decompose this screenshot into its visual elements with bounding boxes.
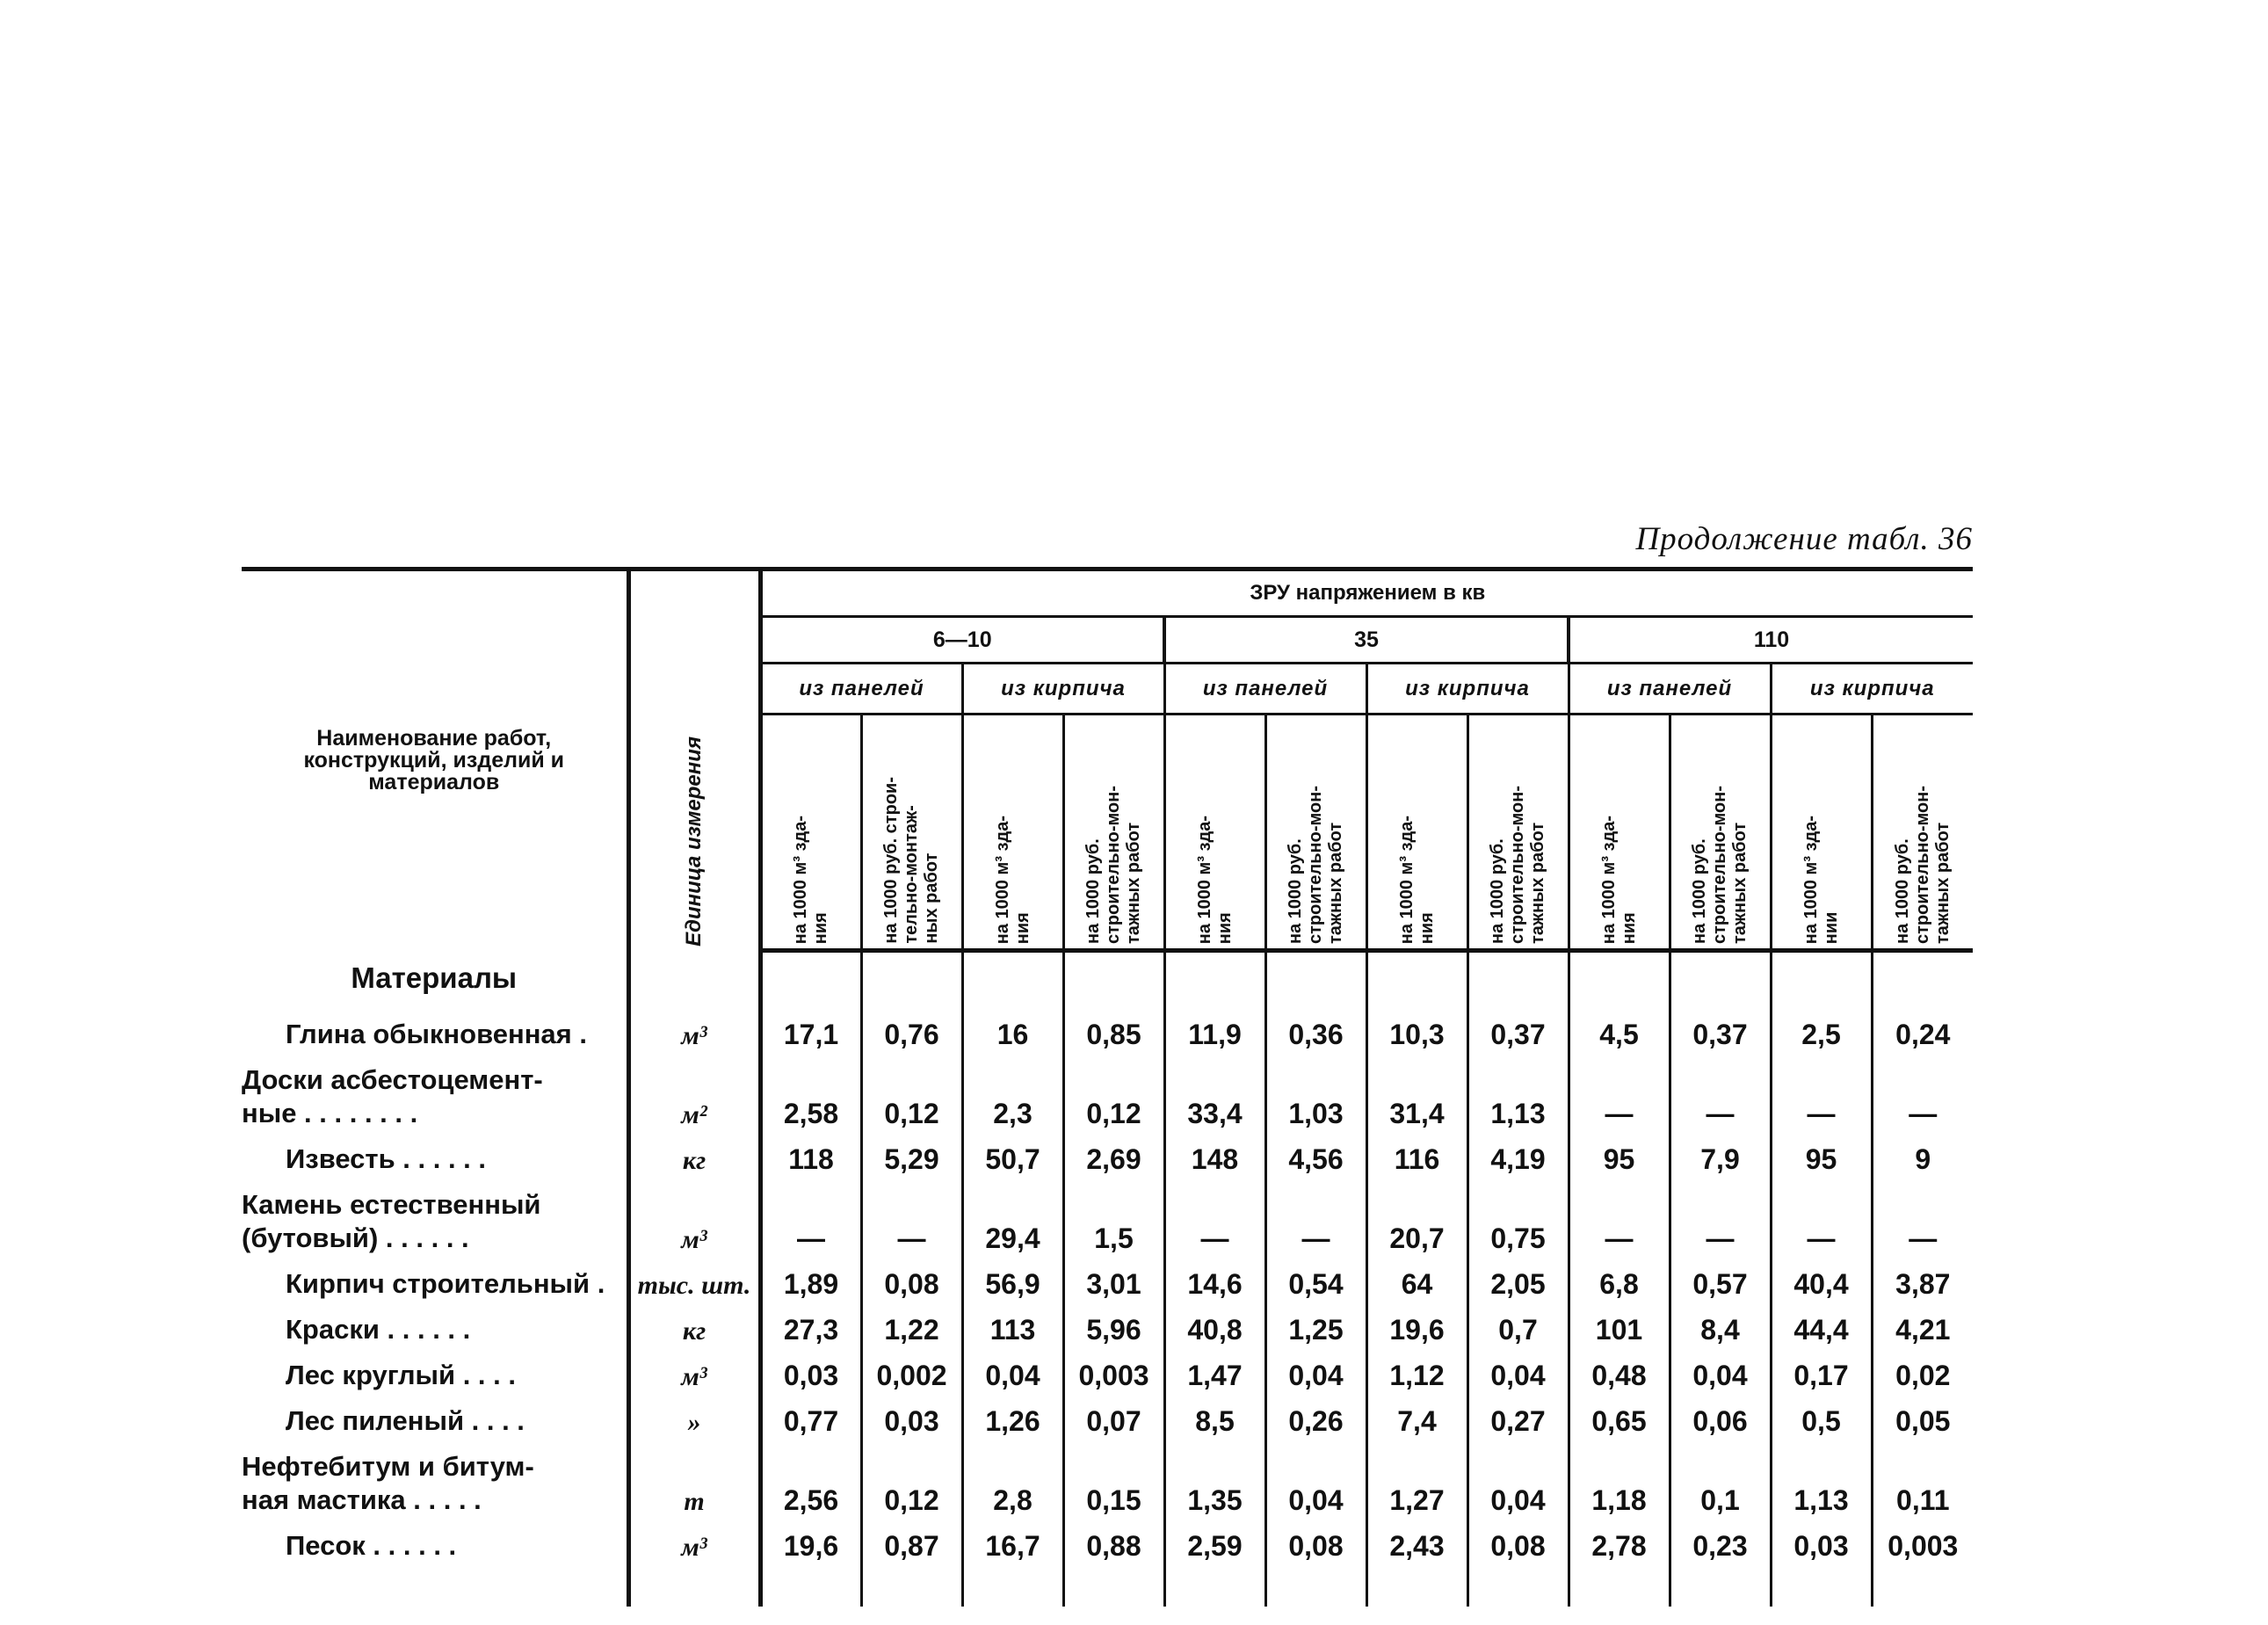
row-value: 10,3 — [1366, 1005, 1467, 1051]
row-value: 95 — [1569, 1130, 1670, 1176]
subcolumn-label: на 1000 м³ зда- ния — [992, 815, 1033, 944]
row-value: 33,4 — [1164, 1051, 1265, 1130]
row-value: 0,002 — [861, 1346, 962, 1392]
header-unit-column — [628, 569, 760, 951]
row-name: Песок . . . . . . — [242, 1517, 628, 1563]
row-value: 2,59 — [1164, 1517, 1265, 1563]
header-material: из кирпича — [1366, 664, 1569, 715]
table-row — [242, 1346, 1973, 1392]
row-value: 1,5 — [1063, 1176, 1164, 1255]
row-value: 2,8 — [962, 1438, 1063, 1517]
row-value: 0,08 — [861, 1255, 962, 1301]
row-value: 95 — [1771, 1130, 1872, 1176]
row-value: 0,03 — [1771, 1517, 1872, 1563]
row-value: — — [861, 1176, 962, 1255]
row-value: 0,04 — [1670, 1346, 1771, 1392]
row-value: 2,56 — [760, 1438, 861, 1517]
row-value: — — [1569, 1176, 1670, 1255]
table-row — [242, 1005, 1973, 1051]
row-value: 1,18 — [1569, 1438, 1670, 1517]
header-subcolumn — [1872, 715, 1973, 951]
row-value: 113 — [962, 1301, 1063, 1346]
row-value: 0,65 — [1569, 1392, 1670, 1438]
row-value: — — [1670, 1176, 1771, 1255]
header-material: из панелей — [1164, 664, 1366, 715]
row-value: 4,5 — [1569, 1005, 1670, 1051]
header-subcolumn — [1670, 715, 1771, 951]
subcolumn-label: на 1000 м³ зда- ния — [1396, 815, 1437, 944]
row-value: 6,8 — [1569, 1255, 1670, 1301]
row-value: 3,87 — [1895, 1268, 1951, 1300]
row-value: 101 — [1569, 1301, 1670, 1346]
header-zru: ЗРУ напряжением в кв — [760, 569, 1973, 617]
row-value: 1,89 — [760, 1255, 861, 1301]
row-value: 20,7 — [1366, 1176, 1467, 1255]
row-value: — — [760, 1176, 861, 1255]
header-subcolumn — [861, 715, 962, 951]
row-value: 40,8 — [1164, 1301, 1265, 1346]
row-value: 0,11 — [1896, 1484, 1950, 1516]
row-value: 0,03 — [760, 1346, 861, 1392]
row-value: 1,25 — [1265, 1301, 1366, 1346]
row-value: 0,36 — [1265, 1005, 1366, 1051]
row-value: 3,01 — [1063, 1255, 1164, 1301]
row-value: 7,9 — [1670, 1130, 1771, 1176]
table-tail-row — [242, 1563, 1973, 1607]
row-value: 1,26 — [962, 1392, 1063, 1438]
row-unit: кг — [628, 1130, 760, 1176]
row-value: 0,08 — [1265, 1517, 1366, 1563]
row-value: 0,17 — [1771, 1346, 1872, 1392]
row-unit: т — [628, 1438, 760, 1517]
row-value: 2,3 — [962, 1051, 1063, 1130]
row-value: 1,13 — [1771, 1438, 1872, 1517]
row-value: — — [1909, 1222, 1938, 1254]
row-name: Лес круглый . . . . — [242, 1346, 628, 1392]
subcolumn-label: на 1000 м³ зда- нии — [1801, 815, 1841, 944]
row-value: — — [1164, 1176, 1265, 1255]
row-value: 0,54 — [1265, 1255, 1366, 1301]
row-unit: м³ — [628, 1005, 760, 1051]
row-value: 148 — [1164, 1130, 1265, 1176]
subcolumn-label: на 1000 руб. строительно-мон- тажных работ — [1083, 785, 1143, 944]
row-value: 56,9 — [962, 1255, 1063, 1301]
row-name: Глина обыкновенная . — [242, 1005, 628, 1051]
row-unit: м³ — [628, 1346, 760, 1392]
row-value: 31,4 — [1366, 1051, 1467, 1130]
row-value: 4,56 — [1265, 1130, 1366, 1176]
row-unit: м³ — [628, 1517, 760, 1563]
row-value: 0,04 — [1265, 1346, 1366, 1392]
row-value: 50,7 — [962, 1130, 1063, 1176]
row-unit: м³ — [628, 1176, 760, 1255]
row-value: 9 — [1915, 1143, 1931, 1175]
row-value: — — [1670, 1051, 1771, 1130]
header-subcolumn — [1771, 715, 1872, 951]
row-value: 2,69 — [1063, 1130, 1164, 1176]
row-value: 0,1 — [1670, 1438, 1771, 1517]
row-value: 16 — [962, 1005, 1063, 1051]
header-subcolumn — [1164, 715, 1265, 951]
row-value: 29,4 — [962, 1176, 1063, 1255]
row-value: 0,15 — [1063, 1438, 1164, 1517]
row-value: 0,48 — [1569, 1346, 1670, 1392]
header-subcolumn — [1366, 715, 1467, 951]
header-name-column — [242, 569, 628, 951]
subcolumn-label: на 1000 м³ зда- ния — [1194, 815, 1235, 944]
row-value: 0,37 — [1467, 1005, 1569, 1051]
row-value: 0,03 — [861, 1392, 962, 1438]
subcolumn-label: на 1000 руб. строительно-мон- тажных работ — [1690, 785, 1750, 944]
row-value: 0,08 — [1467, 1517, 1569, 1563]
row-value: 0,77 — [760, 1392, 861, 1438]
row-value: 5,96 — [1063, 1301, 1164, 1346]
row-value: 0,003 — [1888, 1530, 1959, 1562]
materials-table — [242, 567, 1973, 1607]
header-voltage-6-10: 6—10 — [760, 617, 1164, 664]
row-value: 0,05 — [1895, 1405, 1951, 1437]
row-value: 0,12 — [861, 1051, 962, 1130]
row-value: 1,13 — [1467, 1051, 1569, 1130]
row-value: 4,21 — [1895, 1314, 1951, 1346]
row-value: 0,76 — [861, 1005, 962, 1051]
table-row — [242, 1176, 1973, 1255]
row-value: 0,5 — [1771, 1392, 1872, 1438]
header-subcolumn — [1467, 715, 1569, 951]
row-value: 0,87 — [861, 1517, 962, 1563]
row-value: 0,37 — [1670, 1005, 1771, 1051]
table-row — [242, 1301, 1973, 1346]
row-value: 1,22 — [861, 1301, 962, 1346]
row-value: 2,05 — [1467, 1255, 1569, 1301]
row-value: — — [1771, 1176, 1872, 1255]
table-row — [242, 1051, 1973, 1130]
subcolumn-label: на 1000 руб. строительно-мон- тажных работ — [1488, 785, 1547, 944]
row-value: 19,6 — [1366, 1301, 1467, 1346]
header-voltage-110: 110 — [1569, 617, 1973, 664]
row-value: 2,43 — [1366, 1517, 1467, 1563]
row-value: 0,04 — [1467, 1438, 1569, 1517]
row-value: 2,58 — [760, 1051, 861, 1130]
subcolumn-label: на 1000 руб. строи- тельно-монтаж- ных работ — [881, 777, 941, 944]
row-name: Камень естественный (бутовый) . . . . . . — [242, 1176, 628, 1255]
header-subcolumn — [962, 715, 1063, 951]
row-value: 19,6 — [760, 1517, 861, 1563]
row-value: 5,29 — [861, 1130, 962, 1176]
header-subcolumn — [1569, 715, 1670, 951]
row-value: 27,3 — [760, 1301, 861, 1346]
row-value: — — [1569, 1051, 1670, 1130]
row-value: 17,1 — [760, 1005, 861, 1051]
row-value: 0,7 — [1467, 1301, 1569, 1346]
header-material: из панелей — [760, 664, 962, 715]
row-value: 64 — [1366, 1255, 1467, 1301]
row-value: 8,4 — [1670, 1301, 1771, 1346]
row-name: Нефтебитум и битум- ная мастика . . . . . — [242, 1438, 628, 1517]
row-value: 0,57 — [1670, 1255, 1771, 1301]
row-name: Доски асбестоцемент- ные . . . . . . . . — [242, 1051, 628, 1130]
row-name: Краски . . . . . . — [242, 1301, 628, 1346]
row-value: 118 — [760, 1130, 861, 1176]
table-row — [242, 1255, 1973, 1301]
row-value: 14,6 — [1164, 1255, 1265, 1301]
row-value: 2,5 — [1771, 1005, 1872, 1051]
row-value: 0,26 — [1265, 1392, 1366, 1438]
table-row — [242, 1438, 1973, 1517]
row-value: 0,06 — [1670, 1392, 1771, 1438]
header-material: из кирпича — [962, 664, 1164, 715]
row-value: 116 — [1366, 1130, 1467, 1176]
table-row — [242, 1130, 1973, 1176]
row-unit: кг — [628, 1301, 760, 1346]
row-value: 2,78 — [1569, 1517, 1670, 1563]
row-name: Известь . . . . . . — [242, 1130, 628, 1176]
row-value: — — [1909, 1098, 1938, 1129]
row-unit: тыс. шт. — [628, 1255, 760, 1301]
row-value: 0,75 — [1467, 1176, 1569, 1255]
header-name-label: Наименование работ, конструкций, изделий и материалов — [303, 726, 565, 795]
row-value: 40,4 — [1771, 1255, 1872, 1301]
row-value: 0,85 — [1063, 1005, 1164, 1051]
table-row — [242, 1392, 1973, 1438]
row-value: 44,4 — [1771, 1301, 1872, 1346]
row-unit: м² — [628, 1051, 760, 1130]
row-value: — — [1265, 1176, 1366, 1255]
row-name: Кирпич строительный . — [242, 1255, 628, 1301]
row-value: 0,07 — [1063, 1392, 1164, 1438]
row-name: Лес пиленый . . . . — [242, 1392, 628, 1438]
section-title: Материалы — [242, 951, 628, 1006]
row-value: 16,7 — [962, 1517, 1063, 1563]
row-value: — — [1771, 1051, 1872, 1130]
row-value: 0,24 — [1895, 1019, 1951, 1050]
row-value: 7,4 — [1366, 1392, 1467, 1438]
row-value: 1,12 — [1366, 1346, 1467, 1392]
header-subcolumn — [1265, 715, 1366, 951]
row-value: 0,02 — [1895, 1360, 1951, 1391]
row-value: 4,19 — [1467, 1130, 1569, 1176]
row-value: 1,03 — [1265, 1051, 1366, 1130]
table-row — [242, 1517, 1973, 1563]
subcolumn-label: на 1000 руб. строительно-мон- тажных работ — [1286, 785, 1345, 944]
row-value: 1,27 — [1366, 1438, 1467, 1517]
row-value: 1,35 — [1164, 1438, 1265, 1517]
header-subcolumn — [1063, 715, 1164, 951]
subcolumn-label: на 1000 м³ зда- ния — [1598, 815, 1639, 944]
header-unit-label: Единица измерения — [682, 736, 706, 947]
subcolumn-label: на 1000 м³ зда- ния — [791, 815, 830, 944]
header-subcolumn — [760, 715, 861, 951]
row-value: 0,23 — [1670, 1517, 1771, 1563]
row-value: 0,003 — [1063, 1346, 1164, 1392]
row-value: 0,12 — [1063, 1051, 1164, 1130]
row-value: 8,5 — [1164, 1392, 1265, 1438]
row-unit: » — [628, 1392, 760, 1438]
row-value: 0,88 — [1063, 1517, 1164, 1563]
row-value: 1,47 — [1164, 1346, 1265, 1392]
row-value: 0,27 — [1467, 1392, 1569, 1438]
table-caption: Продолжение табл. 36 — [1635, 521, 1973, 557]
row-value: 0,04 — [1467, 1346, 1569, 1392]
row-value: 0,04 — [1265, 1438, 1366, 1517]
row-value: 11,9 — [1164, 1005, 1265, 1051]
header-material: из кирпича — [1771, 664, 1973, 715]
header-material: из панелей — [1569, 664, 1771, 715]
row-value: 0,04 — [962, 1346, 1063, 1392]
subcolumn-label: на 1000 руб. строительно-мон- тажных работ — [1892, 785, 1953, 944]
header-voltage-35: 35 — [1164, 617, 1569, 664]
row-value: 0,12 — [861, 1438, 962, 1517]
